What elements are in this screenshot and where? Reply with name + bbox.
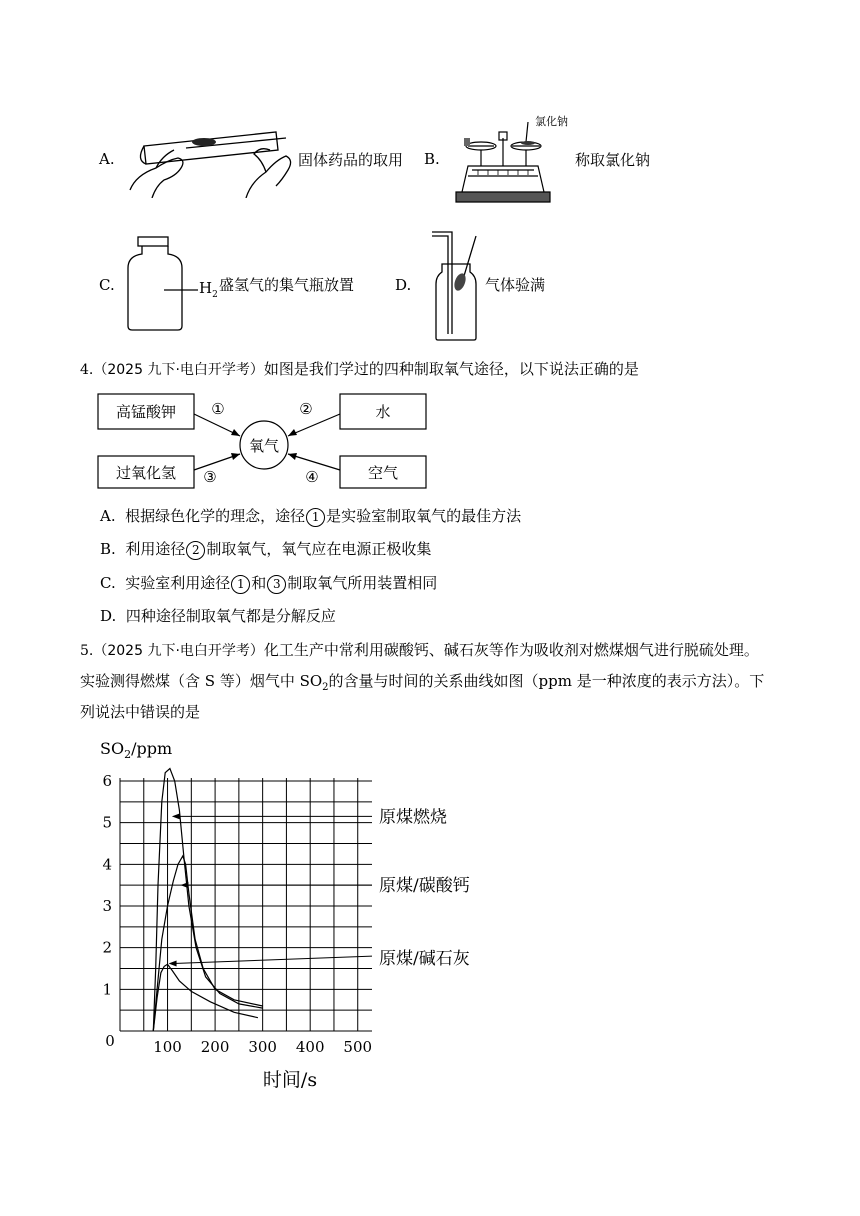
q3-option-c-text: 盛氢气的集气瓶放置 (219, 276, 355, 294)
path-label-1: ① (211, 400, 225, 418)
q3-option-b-letter: B. (424, 150, 440, 168)
x-tick-label: 300 (248, 1038, 277, 1056)
x-tick-label: 100 (153, 1038, 182, 1056)
q3-option-d-text: 气体验满 (485, 276, 546, 294)
series-label-3: 原煤/碱石灰 (379, 949, 470, 970)
series-pointer-3 (174, 956, 372, 963)
series-line-1 (153, 769, 262, 1032)
x-tick-label: 500 (343, 1038, 373, 1056)
q4-option-a: A. 根据绿色化学的理念，途径 1 是实验室制取氧气的最佳方法 (100, 507, 522, 525)
series-pointer-head-3 (169, 961, 177, 967)
q3-option-b-text: 称取氯化钠 (575, 151, 651, 169)
gas-bottle-h-label: $H_2$ (199, 279, 218, 300)
series-pointer-head-2 (180, 882, 188, 888)
x-tick-label: 400 (295, 1038, 325, 1056)
q4-option-c: C. 实验室利用途径 1 和 3 制取氧气所用装置相同 (100, 574, 438, 592)
q4-option-b: B. 利用途径 2 制取氧气，氧气应在电源正极收集 (100, 540, 432, 558)
oxygen-pathways-diagram (90, 390, 440, 494)
y-tick-label: 5 (102, 813, 112, 832)
y-tick-label: 6 (102, 772, 112, 790)
solid-reagent-handling-figure (126, 120, 296, 198)
question-5-line-3: 列说法中错误的是 (80, 703, 201, 721)
y-tick-label: 4 (102, 855, 112, 874)
q3-option-d-letter: D. (395, 276, 412, 294)
origin-label: 0 (105, 1032, 115, 1050)
box-air: 空气 (367, 464, 399, 482)
series-pointer-head-1 (172, 813, 180, 819)
q3-option-a-text: 固体药品的取用 (298, 151, 404, 169)
y-tick-label: 2 (102, 938, 112, 957)
so2-chart (90, 730, 510, 1095)
path-label-4: ④ (305, 468, 319, 486)
series-line-3 (153, 964, 258, 1031)
center-oxygen: 氧气 (248, 437, 280, 455)
y-tick-label: 1 (102, 980, 112, 999)
series-label-2: 原煤/碳酸钙 (379, 876, 470, 897)
q3-option-a-letter: A. (99, 150, 115, 168)
question-4-stem: 4.（2025 九下·电白开学考）如图是我们学过的四种制取氧气途径，以下说法正确的是 (80, 360, 639, 378)
y-tick-label: 3 (102, 897, 112, 915)
q3-option-c-letter: C. (99, 276, 115, 294)
x-tick-label: 200 (200, 1038, 230, 1056)
y-axis-title: $SO_2$/ppm (100, 739, 173, 761)
gas-collection-check-figure (428, 226, 488, 344)
box-potassium-permanganate: 高锰酸钾 (115, 403, 177, 421)
question-5-line-1: 5.（2025 九下·电白开学考）化工生产中常利用碳酸钙、碱石灰等作为吸收剂对燃煤烟气进行脱硫处理。 (80, 641, 759, 659)
path-label-2: ② (299, 400, 313, 418)
series-label-1: 原煤燃烧 (379, 807, 447, 828)
path-label-3: ③ (203, 468, 217, 486)
q4-option-d: D. 四种途径制取氧气都是分解反应 (100, 607, 336, 625)
box-hydrogen-peroxide: 过氧化氢 (115, 464, 177, 482)
x-axis-title: 时间/s (262, 1069, 318, 1091)
box-water: 水 (375, 403, 391, 421)
sodium-chloride-figure-label: 氯化钠 (535, 115, 568, 128)
question-5-line-2: 实验测得燃煤（含 S 等）烟气中 $SO_2$的含量与时间的关系曲线如图（ppm 是一种浓度的表示方法）。下 (80, 672, 765, 693)
